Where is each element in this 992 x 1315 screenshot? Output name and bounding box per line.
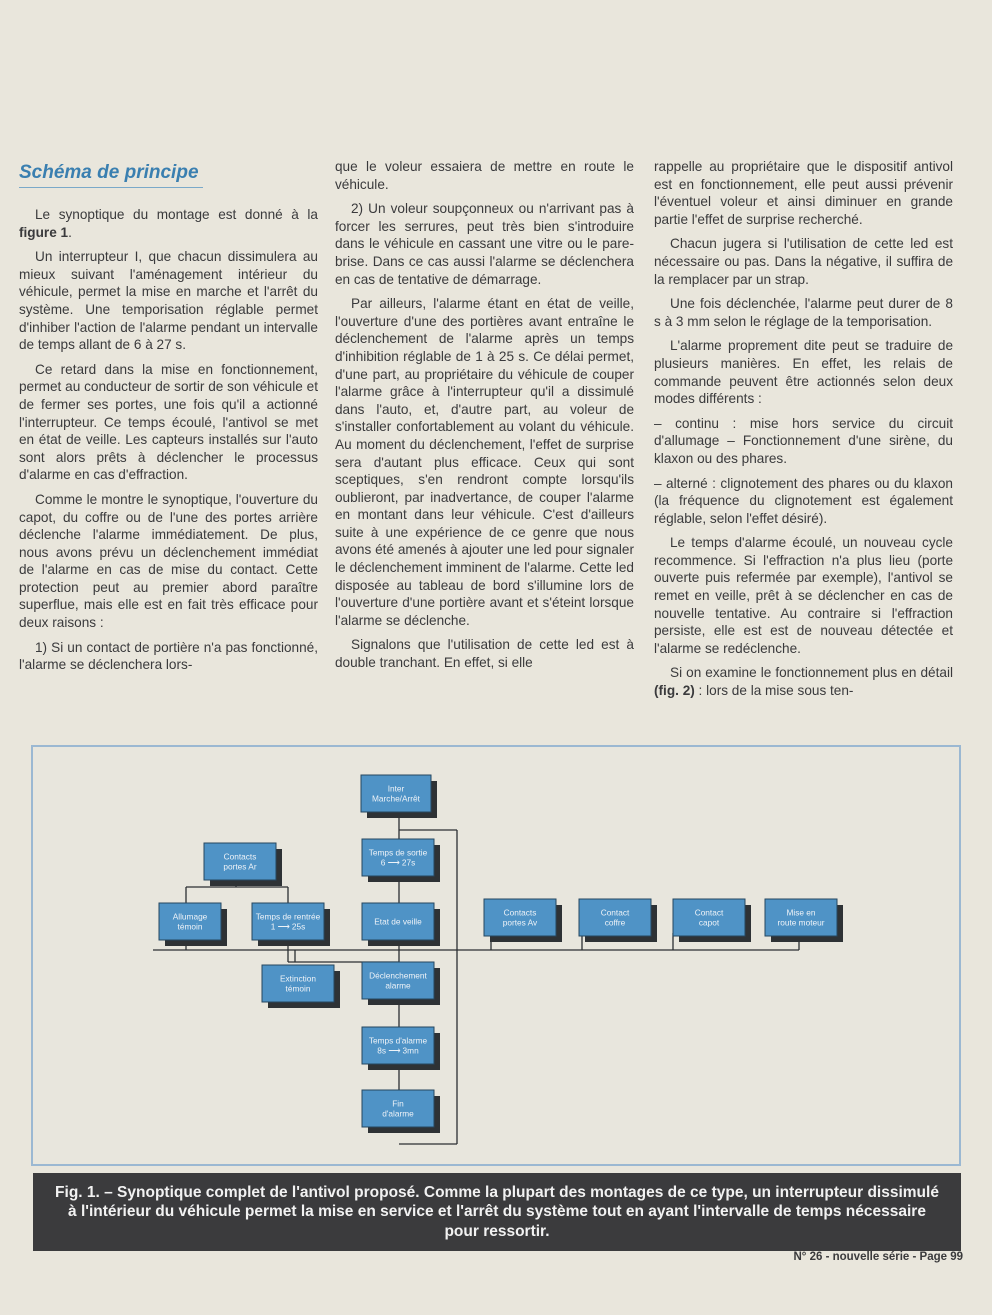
paragraph: Ce retard dans la mise en fonctionnement, permet au conducteur de sortir de son véhicule et de fermer ses portes, une fois qu'il a actionné l'interrupteur. Ce temps écoulé, l'antivol se met en état de veille. Les capteurs installés sur l'auto sont alors prêts à déclencher le processus d'alarme en cas d'effraction.	[19, 361, 318, 483]
block-label: Déclenchement	[369, 970, 427, 981]
block-label: Temps de sortie	[368, 847, 428, 858]
block-mise-route	[765, 899, 843, 942]
block-allumage	[159, 903, 227, 946]
block-label: Temps d'alarme	[368, 1035, 428, 1046]
block-label: Contact	[600, 907, 630, 918]
block-label: Etat de veille	[374, 916, 422, 927]
block-label: capot	[698, 917, 720, 928]
block-label: Fin	[392, 1098, 404, 1109]
block-label: portes Ar	[223, 861, 257, 872]
paragraph: Une fois déclenchée, l'alarme peut durer de 8 s à 3 mm selon le réglage de la temporisation.	[654, 296, 953, 329]
paragraph: Si on examine le fonctionnement plus en détail (fig. 2) : lors de la mise sous ten-	[654, 665, 953, 699]
block-label: 8s ⟶ 3mn	[377, 1045, 419, 1056]
block-label: 6 ⟶ 27s	[380, 857, 416, 868]
synoptic-diagram	[33, 747, 959, 1164]
paragraph: Signalons que l'utilisation de cette led est à double tranchant. En effet, si elle	[335, 637, 634, 671]
block-inter	[361, 775, 437, 818]
block-label: Allumage	[172, 911, 208, 922]
paragraph: Chacun jugera si l'utilisation de cette led est nécessaire ou pas. Dans la négative, il suffira de la remplacer par un strap.	[654, 236, 953, 287]
paragraph: Par ailleurs, l'alarme étant en état de veille, l'ouverture d'une des portières avant entraîne le déclenchement de l'alarme après un temps d'inhibition réglable de 1 à 25 s. Ce délai permet, d'une part, au propriétaire du véhicule de couper l'alarme grâce à l'interrupteur qu'il a dissimulé dans l'auto, et, d'autre part, au voleur de s'installer confortablement au volant du véhicule. Au moment du déclenchement, l'effet de surprise sera d'autant plus efficace. Ceux qui sont sceptiques, s'en rendront compte lorsqu'ils oublieront, par inadvertance, de couper l'alarme en montant dans leur véhicule. C'est d'ailleurs suite à une expérience de ce genre que nous avons été amenés à ajouter une led pour signaler le déclenchement imminent de l'alarme. Cette led disposée au tableau de bord s'illumine lors de l'ouverture d'une portière avant et s'éteint lorsque l'alarme se déclenche.	[335, 296, 634, 628]
block-label: d'alarme	[382, 1108, 414, 1119]
block-label: Marche/Arrêt	[372, 793, 420, 804]
block-label: route moteur	[777, 917, 825, 928]
block-extinction	[262, 965, 340, 1008]
block-label: Temps de rentrée	[255, 911, 321, 922]
paragraph: L'alarme proprement dite peut se traduire de plusieurs manières. En effet, les relais de commande peuvent être actionnés selon deux modes différents :	[654, 338, 953, 407]
paragraph: – alterné : clignotement des phares ou du klaxon (la fréquence du clignotement est également réglable, selon l'effet désiré).	[654, 475, 953, 526]
block-label: Contacts	[223, 851, 257, 862]
paragraph: 2) Un voleur soupçonneux ou n'arrivant pas à forcer les serrures, peut très bien s'introduire dans le véhicule en cassant une vitre ou le pare-brise. Dans ce cas aussi l'alarme se déclenchera en cas de tentative de démarrage.	[335, 201, 634, 287]
block-label: Contact	[694, 907, 724, 918]
block-label: Contacts	[503, 907, 537, 918]
paragraph: – continu : mise hors service du circuit d'allumage – Fonctionnement d'une sirène, du klaxon ou des phares.	[654, 415, 953, 466]
block-contact-coffre	[579, 899, 657, 942]
text-column-3	[654, 158, 953, 707]
block-temps-alarme	[362, 1027, 440, 1070]
block-temps-rentree	[252, 903, 330, 946]
block-declenchement	[362, 962, 440, 1005]
block-label: alarme	[385, 980, 411, 991]
block-contacts-ar	[204, 843, 282, 886]
block-temps-sortie	[362, 839, 440, 882]
paragraph: que le voleur essaiera de mettre en route le véhicule.	[335, 159, 634, 192]
block-label: 1 ⟶ 25s	[270, 921, 306, 932]
block-contact-capot	[673, 899, 751, 942]
page-footer: N° 26 - nouvelle série - Page 99	[793, 1251, 963, 1263]
block-label: portes Av	[502, 917, 538, 928]
block-label: témoin	[177, 921, 203, 932]
paragraph: Le synoptique du montage est donné à la figure 1.	[19, 207, 318, 240]
figure-1	[31, 745, 961, 1166]
paragraph: rappelle au propriétaire que le dispositif antivol est en fonctionnement, elle peut aussi prévenir l'éventuel voleur et ainsi diminuer en grande partie l'effet de surprise recherché.	[654, 159, 953, 227]
block-label: témoin	[285, 983, 311, 994]
block-label: Inter	[387, 783, 405, 794]
block-fin-alarme	[362, 1090, 440, 1133]
text-column-1	[19, 158, 318, 681]
figure-caption: Fig. 1. – Synoptique complet de l'antivol proposé. Comme la plupart des montages de ce type, un interrupteur dissimulé à l'intérieur du véhicule permet la mise en service et l'arrêt du système tout en ayant l'intervalle de temps nécessaire pour ressortir.	[33, 1173, 961, 1251]
text-column-2	[335, 158, 634, 679]
column-body	[19, 206, 318, 674]
paragraph: Comme le montre le synoptique, l'ouverture du capot, du coffre ou de l'une des portes arrière déclenche l'alarme immédiatement. De plus, nous avons prévu un déclenchement immédiat de l'alarme en cas de mise du contact. Cette protection peut au premier abord paraître superflue, mais elle est en fait très efficace pour deux raisons :	[19, 491, 318, 631]
paragraph: Un interrupteur I, que chacun dissimulera au mieux suivant l'aménagement intérieur du véhicule, permet la mise en marche et l'arrêt du système. Une temporisation réglable permet d'inhiber l'action de l'alarme pendant un intervalle de temps allant de 6 à 27 s.	[19, 249, 318, 353]
section-heading: Schéma de principe	[19, 162, 203, 188]
paragraph: Le temps d'alarme écoulé, un nouveau cycle recommence. Si l'effraction n'a plus lieu (porte ouverte puis refermée par exemple), l'antivol se remet en veille, prêt à se déclencher en cas de nouvelle tentative. Au contraire si l'effraction persiste, elle est est de nouveau détectée et l'alarme se redéclenche.	[654, 535, 953, 656]
block-label: Mise en	[786, 907, 816, 918]
block-label: coffre	[604, 917, 626, 928]
paragraph: 1) Si un contact de portière n'a pas fonctionné, l'alarme se déclenchera lors-	[19, 639, 318, 673]
block-etat-veille	[362, 903, 440, 946]
block-label: Extinction	[280, 973, 316, 984]
block-contacts-av	[484, 899, 562, 942]
